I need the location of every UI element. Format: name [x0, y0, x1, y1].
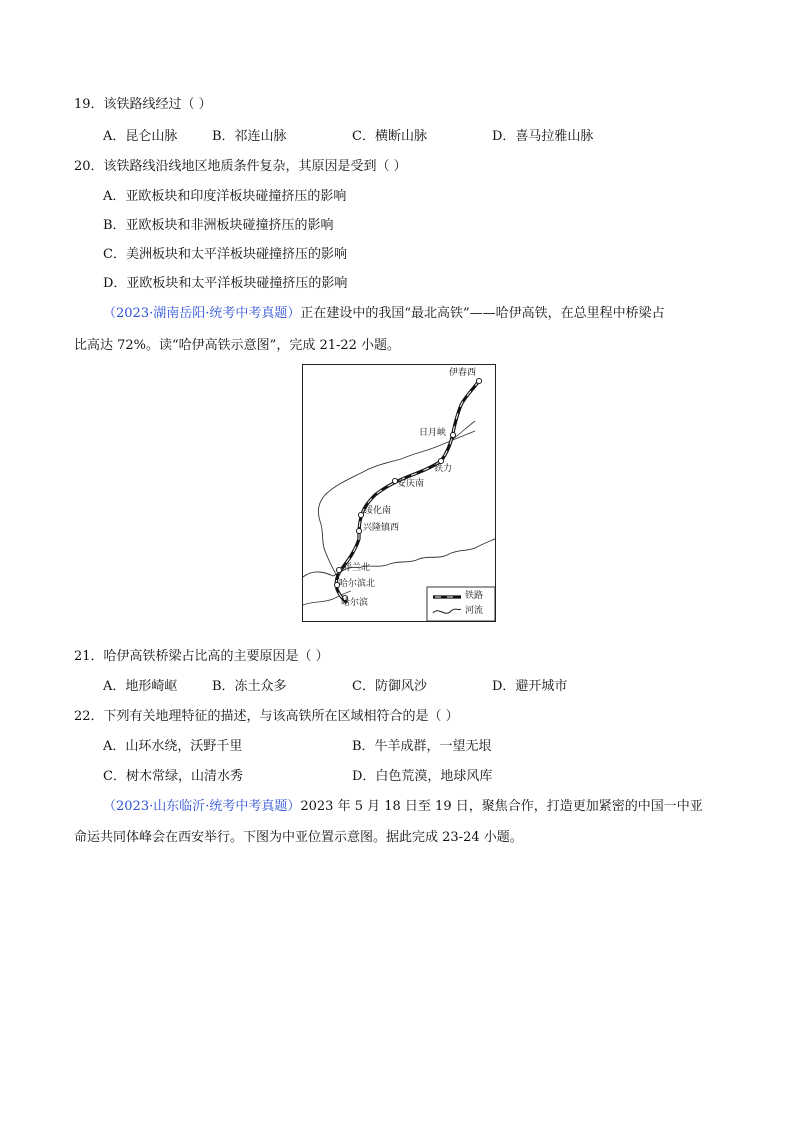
station-marker — [356, 528, 361, 533]
q22-stem: 22．下列有关地理特征的描述，与该高铁所在区域相符合的是（ ） — [74, 709, 459, 724]
river-main — [303, 538, 496, 577]
q20-stem: 20．该铁路线沿线地区地质条件复杂，其原因是受到（ ） — [74, 159, 407, 174]
station-label: 铁力 — [434, 464, 453, 474]
passage1-line1 — [103, 305, 665, 323]
river-hulan — [318, 431, 475, 579]
station-label: 绥化南 — [364, 506, 392, 516]
passage1-source: （2023·湖南岳阳·统考中考真题） — [103, 306, 301, 321]
passage2-line2: 命运共同体峰会在西安举行。下图为中亚位置示意图。据此完成 23-24 小题。 — [74, 830, 523, 845]
station-marker — [438, 458, 443, 463]
q22-option-d[interactable]: D．白色荒漠，地球风库 — [352, 769, 493, 784]
q20-option-b[interactable]: B．亚欧板块和非洲板块碰撞挤压的影响 — [103, 218, 334, 233]
passage1-line2: 比高达 72%。读“哈伊高铁示意图”，完成 21-22 小题。 — [74, 338, 401, 353]
q22-option-a[interactable]: A．山环水绕，沃野千里 — [103, 739, 243, 754]
q22-option-c[interactable]: C．树木常绿，山清水秀 — [103, 769, 243, 784]
station-marker — [336, 567, 341, 572]
station-label: 哈尔滨北 — [339, 579, 376, 589]
legend-box — [427, 587, 495, 621]
q21-option-d[interactable]: D．避开城市 — [492, 679, 568, 694]
station-marker — [358, 512, 363, 517]
passage1-text1: 正在建设中的我国“最北高铁”——哈伊高铁，在总里程中桥梁占 — [300, 306, 665, 321]
q20-option-c[interactable]: C．美洲板块和太平洋板块碰撞挤压的影响 — [103, 247, 347, 262]
q19-option-d[interactable]: D．喜马拉雅山脉 — [492, 129, 594, 144]
railway-map — [302, 364, 496, 622]
q21-option-a[interactable]: A．地形崎岖 — [103, 679, 178, 694]
station-label: 呼兰北 — [343, 563, 371, 573]
legend-river-label: 河流 — [465, 606, 484, 616]
station-label: 伊春西 — [449, 368, 477, 378]
station-marker — [476, 378, 481, 383]
legend-railway-label: 铁路 — [465, 591, 484, 601]
passage2-source: （2023·山东临沂·统考中考真题） — [103, 799, 301, 814]
station-marker — [450, 432, 455, 437]
q19-option-a[interactable]: A．昆仑山脉 — [103, 129, 178, 144]
q21-option-c[interactable]: C．防御风沙 — [352, 679, 427, 694]
q19-stem: 19．该铁路线经过（ ） — [74, 97, 212, 112]
q21-stem: 21．哈伊高铁桥梁占比高的主要原因是（ ） — [74, 649, 329, 664]
q19-option-b[interactable]: B．祁连山脉 — [212, 129, 287, 144]
passage2-text1: 2023 年 5 月 18 日至 19 日，聚焦合作，打造更加紧密的中国一中亚 — [300, 799, 703, 814]
q19-option-c[interactable]: C．横断山脉 — [352, 129, 427, 144]
station-label: 兴隆镇西 — [363, 523, 400, 533]
q20-option-a[interactable]: A．亚欧板块和印度洋板块碰撞挤压的影响 — [103, 189, 347, 204]
station-label: 安庆南 — [397, 479, 425, 489]
map-drawing — [303, 365, 496, 622]
q22-option-b[interactable]: B．牛羊成群，一望无垠 — [352, 739, 492, 754]
q21-option-b[interactable]: B．冻土众多 — [212, 679, 287, 694]
station-label: 日月峡 — [419, 428, 447, 438]
station-label: 哈尔滨 — [341, 598, 369, 608]
q20-option-d[interactable]: D．亚欧板块和太平洋板块碰撞挤压的影响 — [103, 276, 348, 291]
passage2-line1 — [103, 798, 703, 816]
